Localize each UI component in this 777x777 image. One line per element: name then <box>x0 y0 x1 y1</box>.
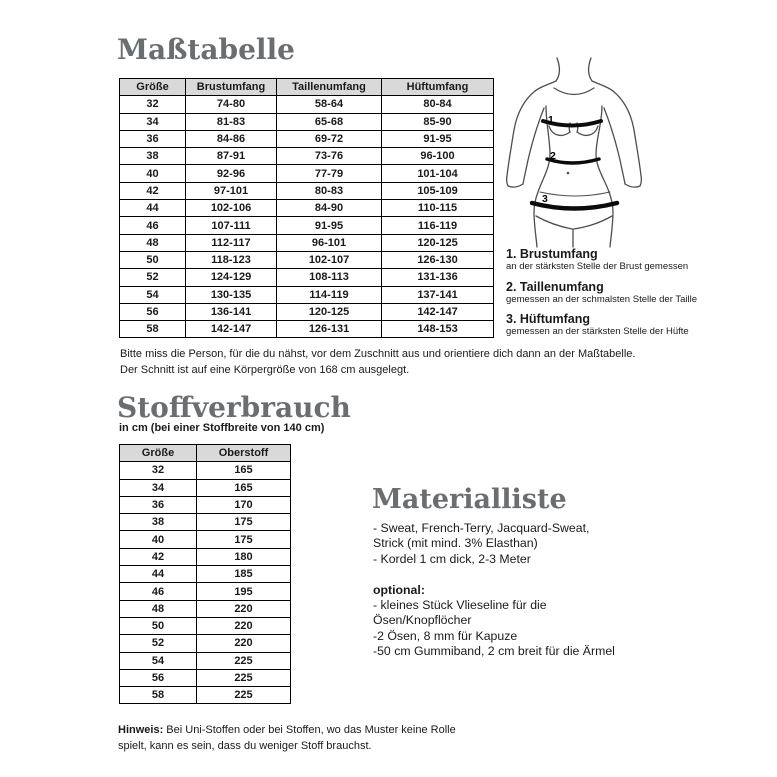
table-cell: 220 <box>197 617 291 634</box>
table-cell: 36 <box>120 130 186 147</box>
material-list-title: Materialliste <box>372 484 567 515</box>
neck-outline <box>589 58 593 81</box>
spacer <box>373 567 615 582</box>
table-cell: 112-117 <box>186 234 277 251</box>
table-row <box>120 600 291 617</box>
table-cell: 137-141 <box>382 286 494 303</box>
legend-desc: gemessen an der stärksten Stelle der Hüfte <box>506 326 689 337</box>
table-cell: 42 <box>120 182 186 199</box>
table-cell: 97-101 <box>186 182 277 199</box>
table-cell: 175 <box>197 514 291 531</box>
table-row <box>120 531 291 548</box>
table-cell: 114-119 <box>277 286 382 303</box>
table-cell: 69-72 <box>277 130 382 147</box>
table-cell: 65-68 <box>277 113 382 130</box>
band-label-3: 3 <box>542 193 548 205</box>
table-row <box>120 96 494 113</box>
table-cell: 34 <box>120 113 186 130</box>
table-row <box>120 303 494 320</box>
table-cell: 175 <box>197 531 291 548</box>
table-row <box>120 321 494 338</box>
measurement-table-header-row <box>120 79 494 96</box>
arm-outline <box>613 91 641 186</box>
arm-outline <box>523 108 544 184</box>
table-cell: 142-147 <box>382 303 494 320</box>
table-cell: 84-86 <box>186 130 277 147</box>
table-cell: 136-141 <box>186 303 277 320</box>
table-cell: 58 <box>120 321 186 338</box>
table-cell: 44 <box>120 200 186 217</box>
table-cell: 38 <box>120 148 186 165</box>
material-item: - Sweat, French-Terry, Jacquard-Sweat, <box>373 521 590 535</box>
table-cell: 48 <box>120 234 186 251</box>
table-cell: 32 <box>120 96 186 113</box>
shoulder-outline <box>592 81 613 91</box>
table-row <box>120 234 494 251</box>
band-label-1: 1 <box>548 114 554 126</box>
column-header-hueftumfang: Hüftumfang <box>382 79 494 96</box>
table-cell: 91-95 <box>277 217 382 234</box>
table-cell: 195 <box>197 583 291 600</box>
table-row <box>120 113 494 130</box>
table-cell: 74-80 <box>186 96 277 113</box>
table-row <box>120 130 494 147</box>
legend-hueftumfang <box>506 313 716 337</box>
table-row <box>120 548 291 565</box>
table-cell: 42 <box>120 548 197 565</box>
table-row <box>120 165 494 182</box>
table-cell: 108-113 <box>277 269 382 286</box>
table-cell: 126-130 <box>382 251 494 268</box>
measurement-table <box>119 78 494 338</box>
table-cell: 58-64 <box>277 96 382 113</box>
fabric-usage-header-row <box>120 445 291 462</box>
table-row <box>120 251 494 268</box>
table-cell: 52 <box>120 635 197 652</box>
hint-line2: spielt, kann es sein, dass du weniger Stoff brauchst. <box>118 740 372 752</box>
table-cell: 165 <box>197 479 291 496</box>
measurement-note-line2: Der Schnitt ist auf eine Körpergröße von 168 cm ausgelegt. <box>120 364 410 376</box>
table-row <box>120 669 291 686</box>
table-cell: 36 <box>120 496 197 513</box>
column-header-oberstoff: Oberstoff <box>197 445 291 462</box>
band-label-2: 2 <box>550 150 556 162</box>
table-cell: 91-95 <box>382 130 494 147</box>
material-item: -2 Ösen, 8 mm für Kapuze <box>373 628 518 643</box>
table-cell: 38 <box>120 514 197 531</box>
table-cell: 126-131 <box>277 321 382 338</box>
table-cell: 130-135 <box>186 286 277 303</box>
table-row <box>120 217 494 234</box>
table-cell: 180 <box>197 548 291 565</box>
table-cell: 50 <box>120 617 197 634</box>
table-cell: 54 <box>120 652 197 669</box>
hand-outline <box>625 184 640 187</box>
table-cell: 77-79 <box>277 165 382 182</box>
table-cell: 225 <box>197 669 291 686</box>
collar-curve <box>554 88 594 95</box>
table-cell: 40 <box>120 531 197 548</box>
body-measurement-illustration <box>500 28 700 248</box>
table-row <box>120 462 291 479</box>
hint-note <box>118 722 456 754</box>
legend-title: 2. Taillenumfang <box>506 280 604 294</box>
leg-outline <box>536 216 572 229</box>
table-cell: 81-83 <box>186 113 277 130</box>
leg-outline <box>574 216 612 229</box>
table-cell: 102-106 <box>186 200 277 217</box>
table-row <box>120 286 494 303</box>
table-cell: 80-83 <box>277 182 382 199</box>
table-row <box>120 583 291 600</box>
table-cell: 118-123 <box>186 251 277 268</box>
table-cell: 107-111 <box>186 217 277 234</box>
legend-title: 1. Brustumfang <box>506 247 598 261</box>
column-header-groesse: Größe <box>120 79 186 96</box>
material-item: Ösen/Knopflöcher <box>373 613 472 628</box>
table-cell: 56 <box>120 669 197 686</box>
table-row <box>120 566 291 583</box>
table-row <box>120 635 291 652</box>
table-cell: 34 <box>120 479 197 496</box>
arm-outline <box>604 108 625 184</box>
table-cell: 96-100 <box>382 148 494 165</box>
fabric-usage-subtitle: in cm (bei einer Stoffbreite von 140 cm) <box>119 422 325 434</box>
navel-dot <box>567 172 570 175</box>
table-cell: 225 <box>197 652 291 669</box>
material-item: - Kordel 1 cm dick, 2-3 Meter <box>373 551 531 566</box>
material-optional-label: optional: <box>373 582 425 597</box>
table-cell: 80-84 <box>382 96 494 113</box>
table-cell: 120-125 <box>382 234 494 251</box>
hint-text: Bei Uni-Stoffen oder bei Stoffen, wo das Muster keine Rolle <box>163 724 456 736</box>
table-cell: 170 <box>197 496 291 513</box>
table-cell: 225 <box>197 687 291 704</box>
material-item: Strick (mit mind. 3% Elasthan) <box>373 536 538 551</box>
table-cell: 142-147 <box>186 321 277 338</box>
hint-label: Hinweis: <box>118 724 164 736</box>
bust-curve <box>577 126 598 135</box>
table-cell: 54 <box>120 286 186 303</box>
table-cell: 220 <box>197 600 291 617</box>
table-cell: 105-109 <box>382 182 494 199</box>
column-header-groesse: Größe <box>120 445 197 462</box>
hip-top-line <box>540 192 610 196</box>
measurement-note <box>120 346 635 378</box>
legend-desc: gemessen an der schmalsten Stelle der Taille <box>506 294 697 305</box>
table-cell: 92-96 <box>186 165 277 182</box>
legend-desc: an der stärksten Stelle der Brust gemessen <box>506 261 689 272</box>
column-header-brustumfang: Brustumfang <box>186 79 277 96</box>
arm-outline <box>507 91 535 186</box>
table-row <box>120 514 291 531</box>
torso-outline <box>534 106 550 247</box>
column-header-taillenumfang: Taillenumfang <box>277 79 382 96</box>
table-cell: 165 <box>197 462 291 479</box>
table-cell: 185 <box>197 566 291 583</box>
table-cell: 116-119 <box>382 217 494 234</box>
table-cell: 40 <box>120 165 186 182</box>
table-cell: 124-129 <box>186 269 277 286</box>
table-cell: 58 <box>120 687 197 704</box>
material-item: -50 cm Gummiband, 2 cm breit für die Ärmel <box>373 644 615 659</box>
table-cell: 84-90 <box>277 200 382 217</box>
table-cell: 96-101 <box>277 234 382 251</box>
table-row <box>120 148 494 165</box>
table-cell: 131-136 <box>382 269 494 286</box>
table-cell: 102-107 <box>277 251 382 268</box>
table-cell: 101-104 <box>382 165 494 182</box>
table-cell: 48 <box>120 600 197 617</box>
legend-brustumfang <box>506 248 716 272</box>
hint-line1 <box>118 722 456 738</box>
bust-curve <box>549 126 570 135</box>
legend-title: 3. Hüftumfang <box>506 312 591 326</box>
table-row <box>120 652 291 669</box>
material-item: - kleines Stück Vlieseline für die <box>373 598 547 613</box>
legend-taillenumfang <box>506 281 716 305</box>
table-cell: 220 <box>197 635 291 652</box>
table-row <box>120 479 291 496</box>
measurement-note-line1: Bitte miss die Person, für die du nähst, vor dem Zuschnitt aus und orientiere dich dann an der Maßtabelle. <box>120 348 636 360</box>
table-cell: 32 <box>120 462 197 479</box>
table-cell: 44 <box>120 566 197 583</box>
hand-outline <box>508 184 523 187</box>
table-row <box>120 182 494 199</box>
neck-outline <box>556 58 560 81</box>
fabric-usage-title: Stoffverbrauch <box>117 391 351 424</box>
table-cell: 46 <box>120 217 186 234</box>
fabric-usage-table <box>119 444 291 704</box>
table-cell: 110-115 <box>382 200 494 217</box>
table-row <box>120 200 494 217</box>
table-cell: 120-125 <box>277 303 382 320</box>
table-cell: 46 <box>120 583 197 600</box>
table-cell: 56 <box>120 303 186 320</box>
material-list <box>373 521 615 660</box>
table-cell: 73-76 <box>277 148 382 165</box>
table-cell: 50 <box>120 251 186 268</box>
table-row <box>120 687 291 704</box>
table-cell: 148-153 <box>382 321 494 338</box>
table-cell: 87-91 <box>186 148 277 165</box>
mass-table-title: Maßtabelle <box>117 33 295 66</box>
table-cell: 85-90 <box>382 113 494 130</box>
table-row <box>120 617 291 634</box>
table-cell: 52 <box>120 269 186 286</box>
table-row <box>120 496 291 513</box>
shoulder-outline <box>535 81 556 91</box>
table-row <box>120 269 494 286</box>
